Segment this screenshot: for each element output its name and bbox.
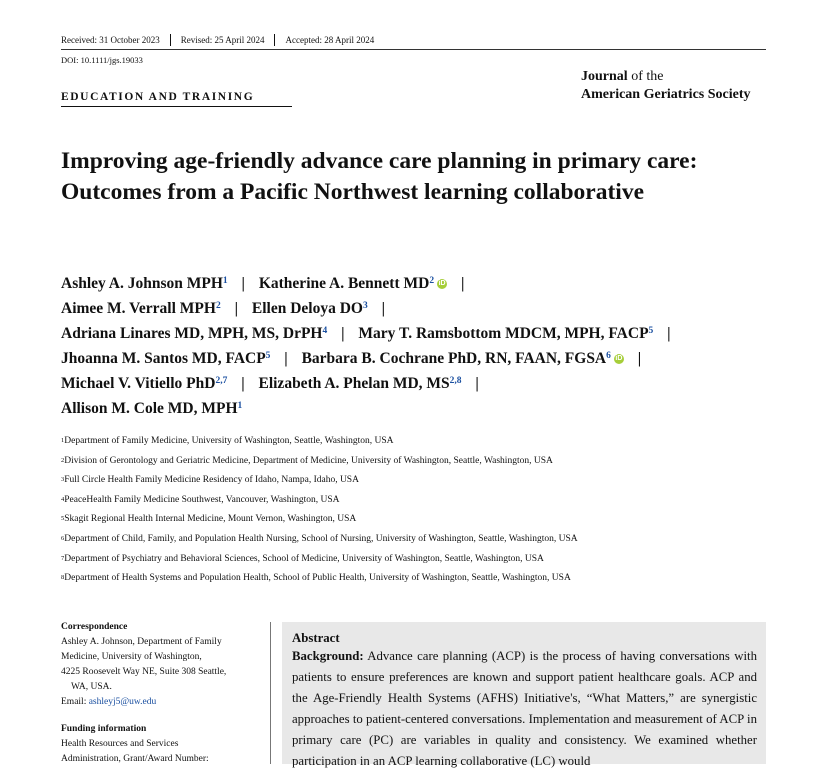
divider [170, 34, 171, 46]
author-name[interactable]: Elizabeth A. Phelan MD, MS [258, 375, 450, 392]
correspondence-line: Ashley A. Johnson, Department of Family [61, 637, 222, 647]
author-name[interactable]: Adriana Linares MD, MPH, MS, DrPH [61, 325, 323, 342]
author-separator: | [667, 325, 671, 342]
abstract-box [282, 622, 766, 768]
funding-heading: Funding information [61, 724, 147, 734]
affiliation-number: 7 [61, 554, 65, 562]
correspondence-line: WA, USA. [71, 682, 112, 692]
article-title: Improving age-friendly advance care planning in primary care: Outcomes from a Pacific Northwest learning collaborative [61, 148, 698, 205]
journal-name-rest: of the [627, 69, 664, 84]
journal-name [581, 68, 751, 104]
abstract-heading: Abstract [292, 631, 340, 645]
abstract-background [292, 646, 757, 772]
affiliation-number: 2 [61, 456, 65, 464]
affiliation-text: Department of Psychiatry and Behavioral Sciences, School of Medicine, University of Washington, Seattle, Washington, USA [64, 553, 544, 564]
author-name[interactable]: Mary T. Ramsbottom MDCM, MPH, FACP [358, 325, 649, 342]
affiliation-number: 5 [61, 515, 65, 523]
author-affil-sup[interactable]: 4 [322, 326, 328, 336]
email-label: Email: [61, 697, 89, 707]
affiliation-text: Division of Gerontology and Geriatric Medicine, Department of Medicine, University of Washington, Seattle, Washington, USA [64, 455, 553, 466]
author-separator: | [341, 325, 345, 342]
email-link[interactable]: ashleyj5@uw.edu [88, 697, 157, 707]
author-separator: | [460, 275, 465, 292]
abstract-background-text: Advance care planning (ACP) is the process of having conversations with patients to ensure preferences are known and support patient healthcare goals. ACP and the Age-Friendly Health Systems (AFHS) Initiative's, “What Matters,” are synergistic approaches to patient-centered conversations. Implementation and measurement of ACP in primary care (PC) are variables in quality and consistency. We examined whether participation in an ACP learning collaborative (LC) would [292, 649, 757, 768]
column-divider [270, 622, 271, 764]
correspondence-line: Medicine, University of Washington, [61, 652, 202, 662]
accepted-date: Accepted: 28 April 2024 [285, 35, 375, 45]
affiliation-text: PeaceHealth Family Medicine Southwest, Vancouver, Washington, USA [64, 494, 340, 505]
header-rule [61, 49, 766, 50]
affiliation-number: 3 [61, 476, 65, 484]
author-row [61, 371, 781, 396]
revised-date: Revised: 25 April 2024 [180, 35, 265, 45]
author-affil-sup[interactable]: 6 [606, 351, 611, 361]
affiliation-item [61, 532, 578, 552]
author-list [61, 271, 781, 421]
affiliation-item [61, 434, 578, 454]
author-separator: | [381, 300, 386, 317]
author-name[interactable]: Ellen Deloya DO [251, 300, 363, 317]
author-row [61, 396, 781, 421]
affiliation-number: 8 [61, 574, 65, 582]
journal-name-line2: American Geriatrics Society [581, 87, 751, 102]
author-affil-sup[interactable]: 2 [215, 301, 221, 311]
author-separator: | [284, 350, 288, 367]
affiliation-item [61, 454, 578, 474]
section-rule [61, 106, 292, 107]
affiliation-item [61, 512, 578, 532]
author-affil-sup[interactable]: 2 [429, 276, 435, 286]
article-dates [61, 34, 374, 46]
abstract-background-label: Background: [292, 649, 364, 663]
affiliation-text: Department of Health Systems and Population Health, School of Public Health, University of Washington, Seattle, Washington, USA [64, 573, 571, 584]
affiliation-text: Department of Child, Family, and Population Health Nursing, School of Nursing, University of Washington, Seattle, Washington, USA [64, 533, 578, 544]
funding-line: Administration, Grant/Award Number: [61, 754, 209, 764]
affiliation-list [61, 434, 578, 591]
author-affil-sup[interactable]: 5 [648, 326, 654, 336]
affiliation-text: Department of Family Medicine, University of Washington, Seattle, Washington, USA [64, 436, 394, 446]
author-affil-sup[interactable]: 2,7 [215, 376, 228, 386]
author-row [61, 346, 781, 371]
author-name[interactable]: Allison M. Cole MD, MPH [61, 400, 238, 417]
author-separator: | [241, 375, 245, 392]
author-name[interactable]: Aimee M. Verrall MPH [61, 300, 216, 317]
affiliation-item [61, 493, 578, 513]
affiliation-number: 4 [61, 495, 65, 503]
correspondence-email-line [61, 695, 261, 710]
author-separator: | [241, 275, 245, 292]
author-row [61, 296, 781, 321]
author-name[interactable]: Barbara B. Cochrane PhD, RN, FAAN, FGSA [301, 350, 607, 367]
correspondence-heading: Correspondence [61, 622, 128, 632]
author-separator: | [234, 300, 238, 317]
author-affil-sup[interactable]: 5 [265, 351, 271, 361]
correspondence-block [61, 620, 261, 767]
author-affil-sup[interactable]: 1 [222, 276, 228, 286]
author-separator: | [637, 350, 642, 367]
affiliation-item [61, 473, 578, 493]
author-separator: | [475, 375, 479, 392]
affiliation-item [61, 552, 578, 572]
doi[interactable]: DOI: 10.1111/jgs.19033 [61, 55, 143, 65]
author-affil-sup[interactable]: 1 [237, 401, 243, 411]
author-name[interactable]: Katherine A. Bennett MD [258, 275, 430, 292]
affiliation-text: Skagit Regional Health Internal Medicine, Mount Vernon, Washington, USA [64, 514, 357, 525]
section-label: EDUCATION AND TRAINING [61, 91, 255, 103]
affiliation-item [61, 571, 578, 591]
author-affil-sup[interactable]: 2,8 [449, 376, 462, 386]
author-row [61, 321, 781, 346]
divider [274, 34, 275, 46]
funding-line: Health Resources and Services [61, 739, 179, 749]
received-date: Received: 31 October 2023 [61, 35, 160, 45]
journal-name-bold: Journal [581, 69, 628, 84]
orcid-icon[interactable]: iD [615, 355, 623, 363]
orcid-icon[interactable]: iD [438, 280, 446, 288]
author-name[interactable]: Ashley A. Johnson MPH [61, 275, 223, 292]
author-affil-sup[interactable]: 3 [362, 301, 368, 311]
author-name[interactable]: Michael V. Vitiello PhD [61, 375, 216, 392]
affiliation-number: 6 [61, 534, 65, 542]
affiliation-text: Full Circle Health Family Medicine Residency of Idaho, Nampa, Idaho, USA [64, 475, 359, 486]
correspondence-line: 4225 Roosevelt Way NE, Suite 308 Seattle, [61, 667, 227, 677]
author-name[interactable]: Jhoanna M. Santos MD, FACP [61, 350, 266, 367]
affiliation-number: 1 [61, 437, 65, 444]
author-row [61, 271, 781, 296]
